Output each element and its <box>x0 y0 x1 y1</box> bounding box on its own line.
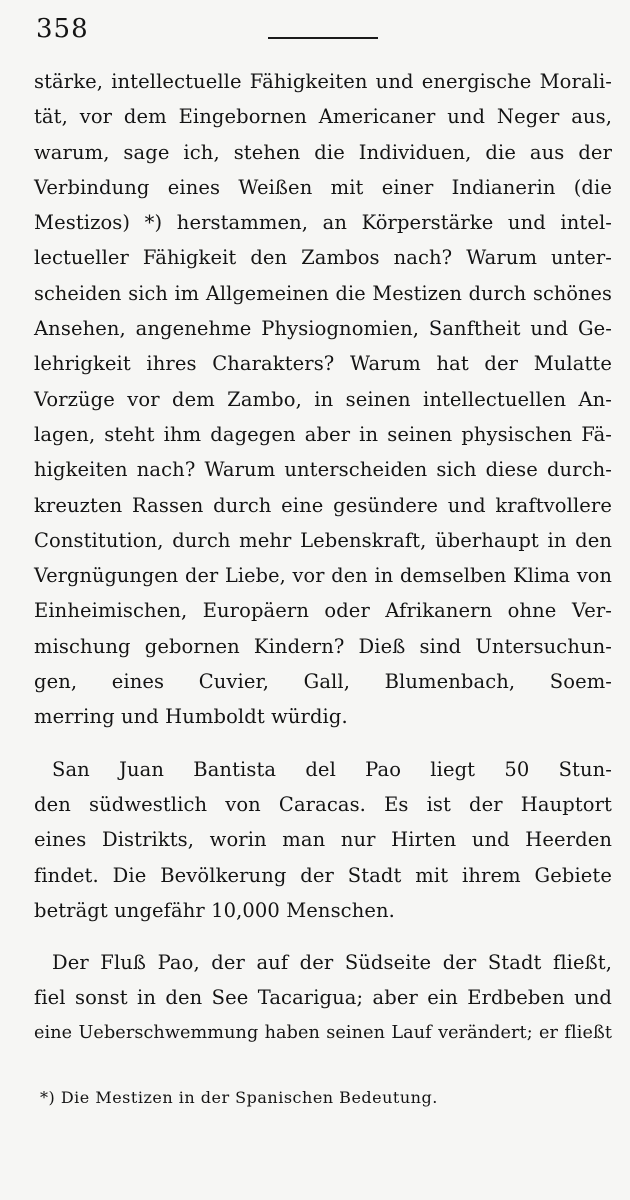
text-line: mischung gebornen Kindern? Dieß sind Untersuchun- <box>34 634 612 658</box>
text-line: warum, sage ich, stehen die Individuen, die aus der <box>34 140 612 164</box>
text-line: scheiden sich im Allgemeinen die Mestizen durch schönes <box>34 281 612 305</box>
paragraph-gap <box>34 735 612 752</box>
text-line: stärke, intellectuelle Fähigkeiten und energische Morali- <box>34 70 612 93</box>
text-line: Vorzüge vor dem Zambo, in seinen intellectuellen An- <box>34 387 612 411</box>
text-line: lectueller Fähigkeit den Zambos nach? Warum unter- <box>34 246 612 270</box>
paragraph-2 <box>34 752 612 928</box>
text-line: Ansehen, angenehme Physiognomien, Sanftheit und Ge- <box>34 317 612 341</box>
text-line: Der Fluß Pao, der auf der Südseite der Stadt fließt, <box>52 951 612 975</box>
text-line: gen, eines Cuvier, Gall, Blumenbach, Soem- <box>34 670 612 694</box>
text-line: fiel sonst in den See Tacarigua; aber ein Erdbeben und <box>34 986 612 1010</box>
text-line: Einheimischen, Europäern oder Afrikanern ohne Ver- <box>34 599 612 623</box>
text-line: kreuzten Rassen durch eine gesündere und kraftvollere <box>34 493 612 517</box>
text-line: Constitution, durch mehr Lebenskraft, überhaupt in den <box>34 528 612 552</box>
text-line: San Juan Bantista del Pao liegt 50 Stun- <box>52 757 612 781</box>
footnote: *) Die Mestizen in der Spanischen Bedeutung. <box>40 1088 438 1107</box>
text-line: lagen, steht ihm dagegen aber in seinen physischen Fä- <box>34 422 612 446</box>
text-line: lehrigkeit ihres Charakters? Warum hat der Mulatte <box>34 352 612 376</box>
text-line: merring und Humboldt würdig. <box>34 705 348 729</box>
text-line: higkeiten nach? Warum unterscheiden sich diese durch- <box>34 458 612 482</box>
text-line: Mestizos) *) herstammen, an Körperstärke und intel- <box>34 211 612 235</box>
text-line: tät, vor dem Eingebornen Americaner und Neger aus, <box>34 105 612 129</box>
text-line: findet. Die Bevölkerung der Stadt mit ihrem Gebiete <box>34 863 612 887</box>
paragraph-1 <box>34 64 612 735</box>
paragraph-gap <box>34 928 612 945</box>
text-line: eine Ueberschwemmung haben seinen Lauf verändert; er fließt <box>34 1022 612 1043</box>
text-line: Verbindung eines Weißen mit einer Indianerin (die <box>34 175 612 199</box>
text-line: den südwestlich von Caracas. Es ist der Hauptort <box>34 792 612 816</box>
body-text <box>34 64 612 1051</box>
paragraph-3 <box>34 945 612 1051</box>
text-line: eines Distrikts, worin man nur Hirten und Heerden <box>34 828 612 852</box>
text-line: Vergnügungen der Liebe, vor den in demselben Klima von <box>34 564 612 588</box>
header-rule <box>268 37 378 39</box>
page-number: 358 <box>36 14 89 44</box>
text-line: beträgt ungefähr 10,000 Menschen. <box>34 898 395 922</box>
